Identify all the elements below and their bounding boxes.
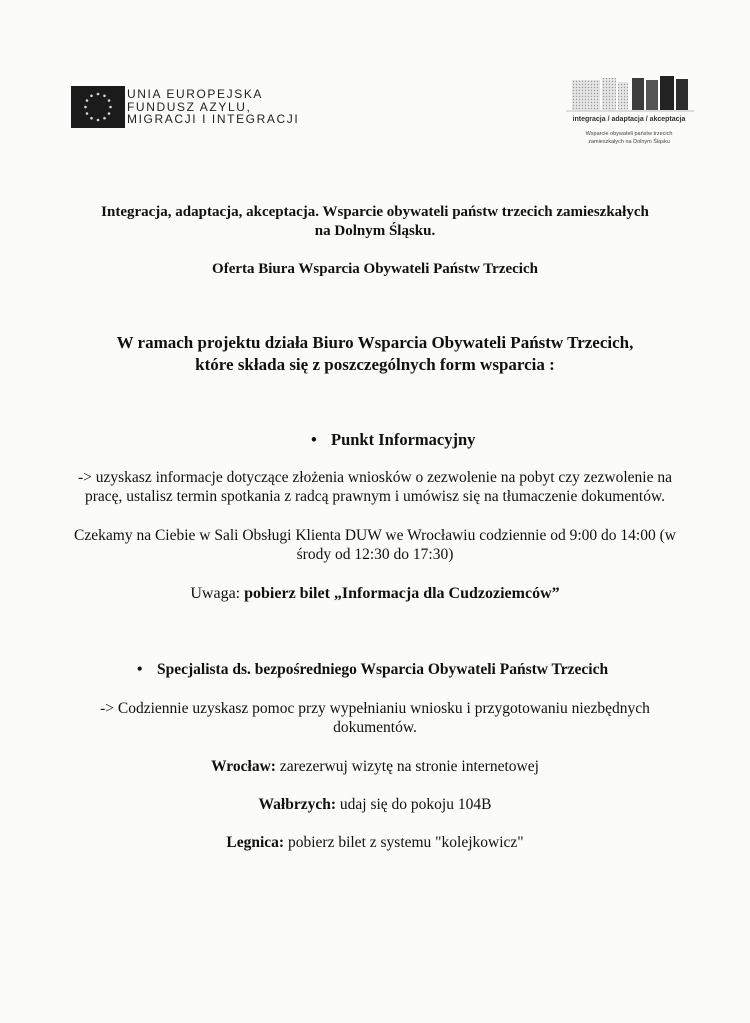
eu-logo-line-3: MIGRACJI I INTEGRACJI [127, 112, 300, 126]
note-prefix: Uwaga: [190, 585, 245, 602]
section-2-heading [137, 660, 608, 679]
intro-line-2: które składa się z poszczególnych form wsparcia : [195, 355, 555, 374]
section-2-heading-text: Specjalista ds. bezpośredniego Wsparcia Obywateli Państw Trzecich [157, 661, 609, 678]
location-text: pobierz bilet z systemu "kolejkowicz" [284, 834, 524, 851]
project-logo-graphic-icon [566, 74, 694, 114]
location-label: Wrocław: [211, 758, 276, 775]
document-title-line-2: na Dolnym Śląsku. [314, 223, 436, 239]
offer-heading: Oferta Biura Wsparcia Obywateli Państw Trzecich [212, 261, 538, 277]
location-legnica [0, 833, 750, 852]
bullet-icon: • [137, 661, 143, 678]
eu-logo-text [127, 87, 300, 126]
project-logo-subline-2: zamieszkałych na Dolnym Śląsku [588, 139, 670, 145]
section-2-help-line-2: dokumentów. [333, 719, 417, 736]
section-1-info-line-1: -> uzyskasz informacje dotyczące złożenia wniosków o zezwolenie na pobyt czy zezwolenie na [77, 469, 673, 486]
location-walbrzych [0, 795, 750, 814]
eu-logo-line-1: UNIA EUROPEJSKA [127, 87, 264, 101]
project-logo-tagline: integracja / adaptacja / akceptacja [572, 116, 686, 123]
location-label: Wałbrzych: [258, 796, 337, 813]
section-1-info-line-2: pracę, ustalisz termin spotkania z radcą prawnym i umówisz się na tłumaczenie dokumentów. [84, 488, 666, 505]
section-1-heading-text: Punkt Informacyjny [331, 430, 476, 449]
location-wroclaw [0, 757, 750, 776]
location-text: udaj się do pokoju 104B [336, 796, 492, 813]
section-1-heading [311, 430, 475, 449]
project-logo-subline-1: Wsparcie obywateli państw trzecich [585, 131, 673, 137]
bullet-icon: • [311, 430, 317, 449]
eu-logo-line-2: FUNDUSZ AZYLU, [127, 99, 252, 114]
location-label: Legnica: [226, 834, 285, 851]
intro-line-1: W ramach projektu działa Biuro Wsparcia Obywateli Państw Trzecich, [116, 333, 634, 352]
location-text: zarezerwuj wizytę na stronie internetowej [275, 758, 539, 775]
note-ticket: pobierz bilet „Informacja dla Cudzoziemców” [244, 585, 560, 602]
section-1-hours-line-1: Czekamy na Ciebie w Sali Obsługi Klienta DUW we Wrocławiu codziennie od 9:00 do 14:00 (w [74, 527, 676, 544]
section-1-hours-line-2: środy od 12:30 do 17:30) [296, 546, 454, 563]
section-2-help-line-1: -> Codziennie uzyskasz pomoc przy wypełnianiu wniosku i przygotowaniu niezbędnych [100, 700, 650, 717]
document-title-line-1: Integracja, adaptacja, akceptacja. Wsparcie obywateli państw trzecich zamieszkałych [101, 204, 649, 220]
section-1-note [0, 584, 750, 603]
eu-flag-icon [71, 86, 125, 128]
